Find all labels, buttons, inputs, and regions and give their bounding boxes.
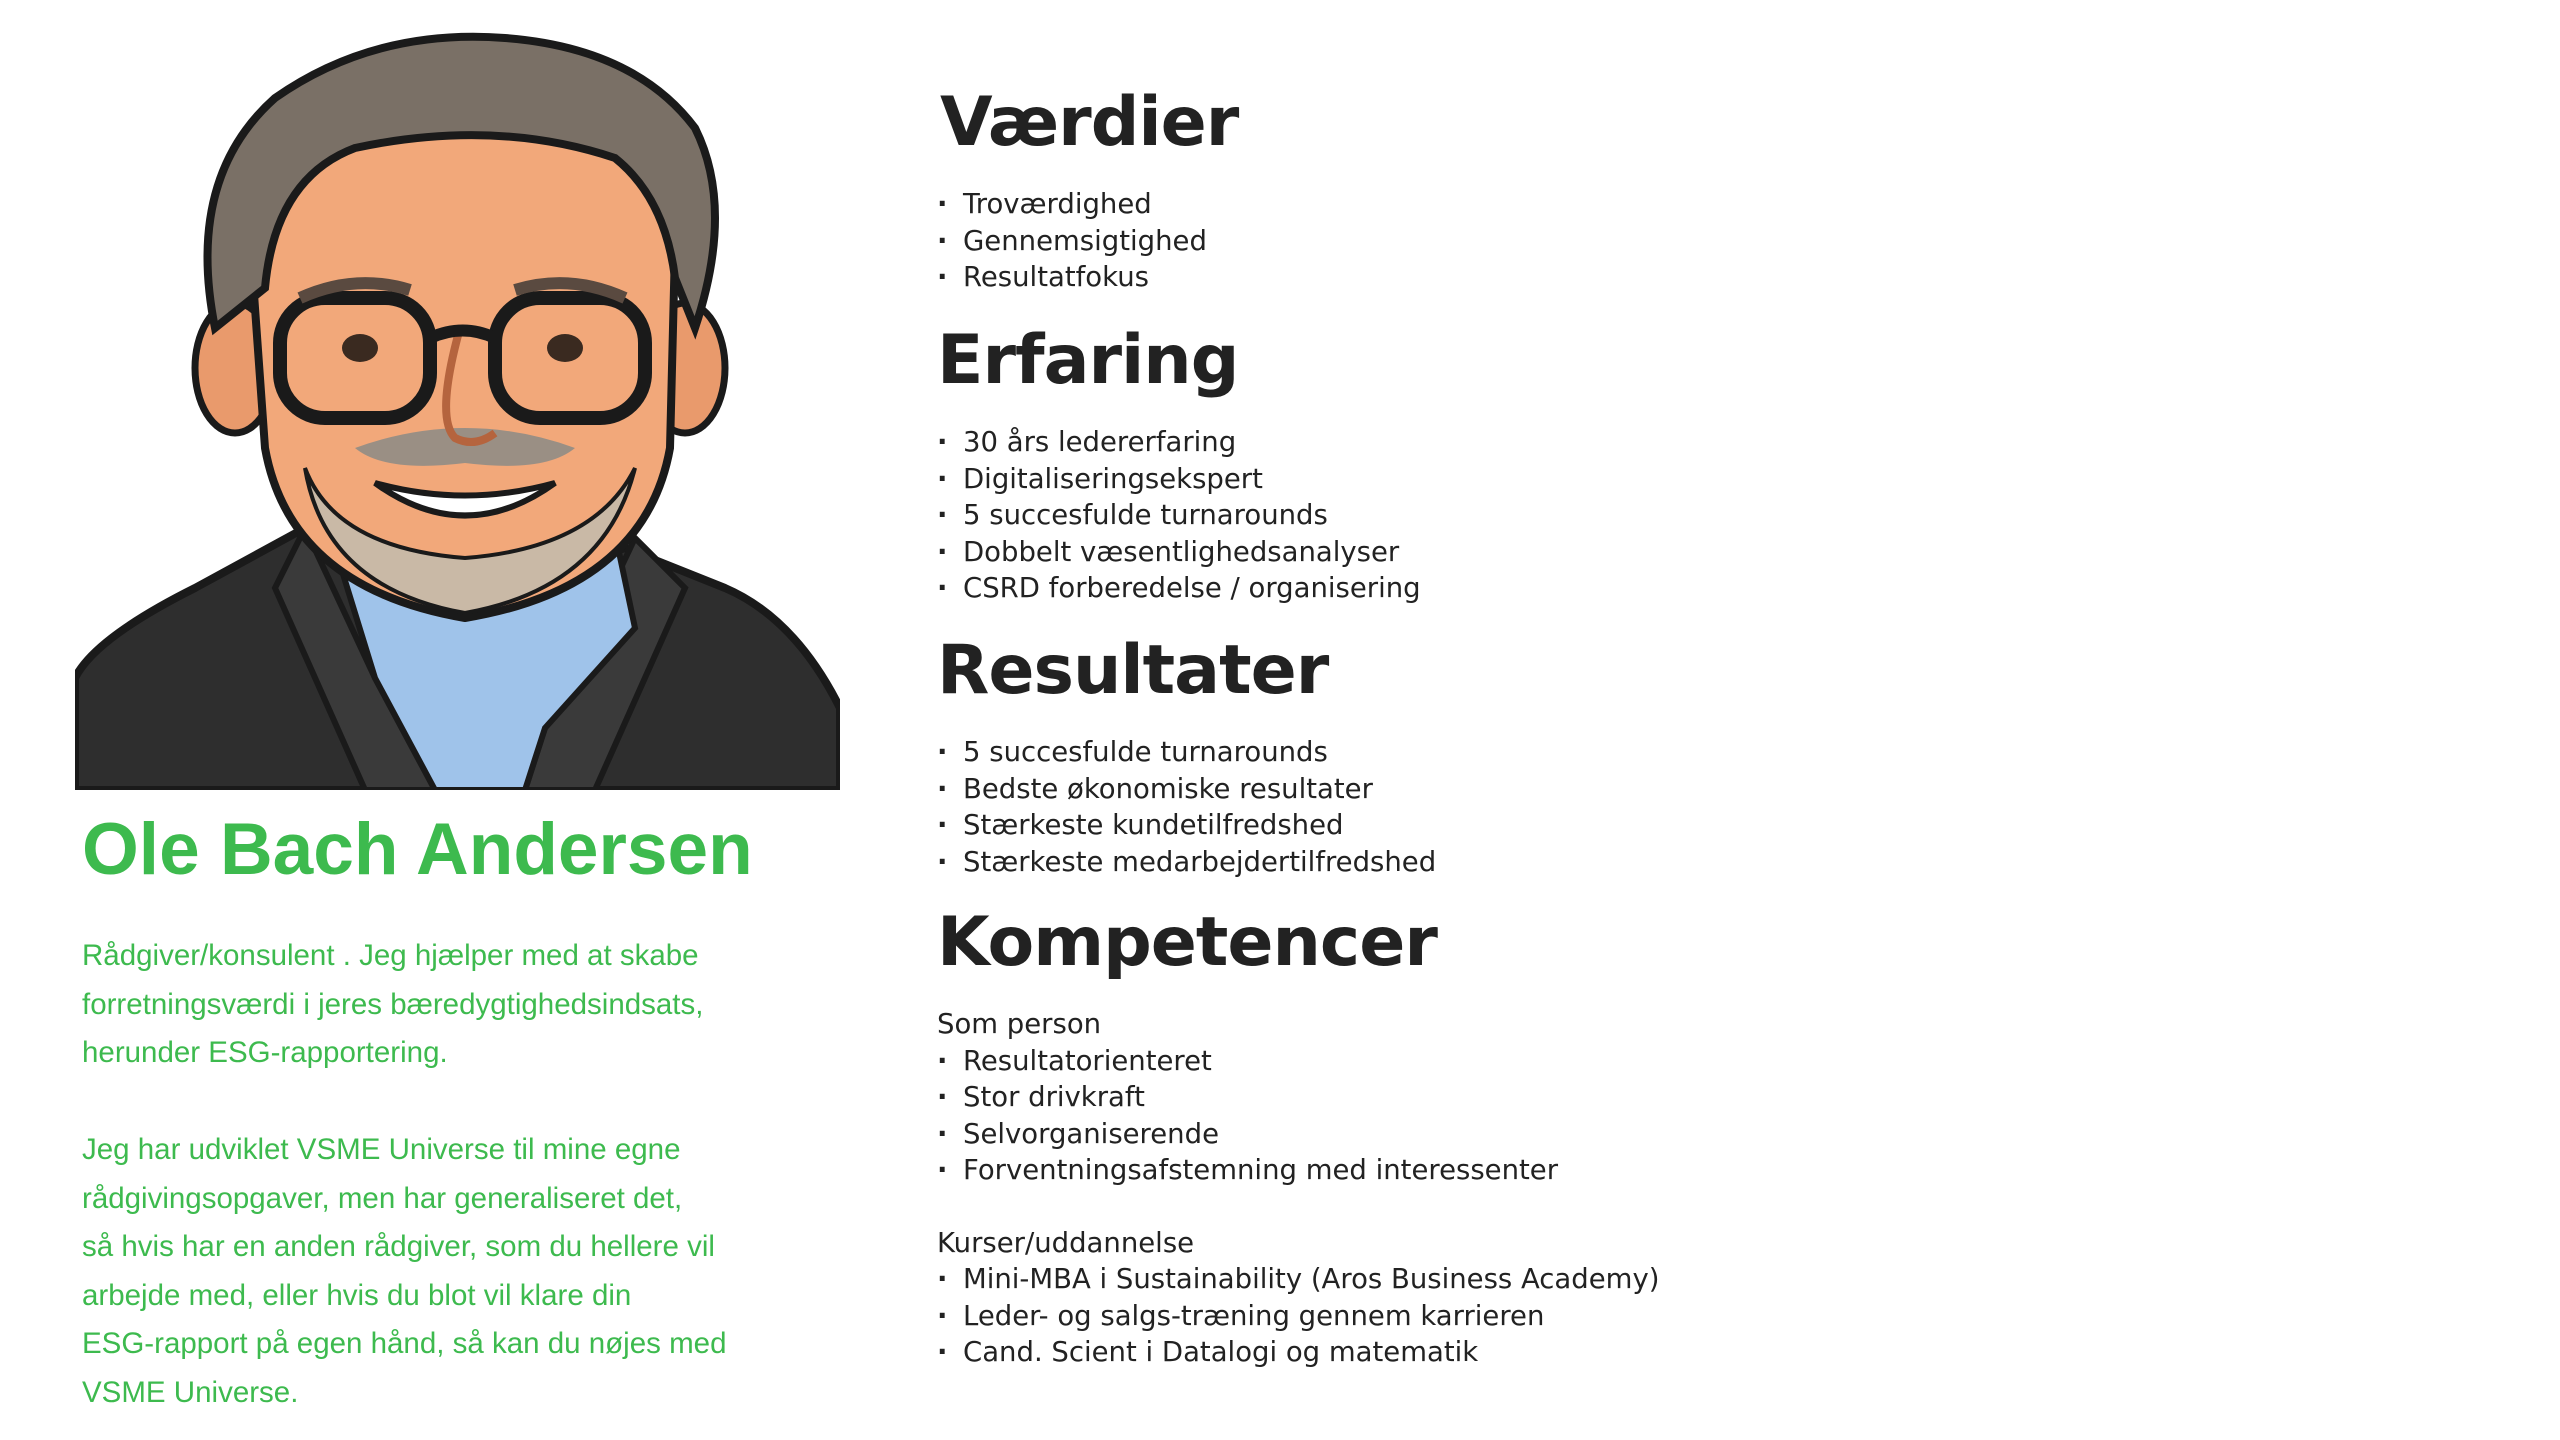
bio-line: ESG-rapport på egen hånd, så kan du nøjes med xyxy=(82,1327,727,1361)
bio-line: herunder ESG-rapportering. xyxy=(82,1036,448,1070)
courses-list xyxy=(937,1261,1659,1371)
competences-section xyxy=(937,898,1659,1371)
experience-list xyxy=(937,424,1421,607)
values-section xyxy=(937,78,1238,296)
list-item: · CSRD forberedelse / organisering xyxy=(937,570,1421,607)
courses-block xyxy=(937,1225,1659,1371)
person-name: Ole Bach Andersen xyxy=(82,809,753,890)
bio-line: Jeg har udviklet VSME Universe til mine egne xyxy=(82,1133,681,1166)
profile-portrait xyxy=(75,28,840,790)
list-item: · Dobbelt væsentlighedsanalyser xyxy=(937,534,1421,571)
values-list xyxy=(937,186,1238,296)
list-item: · Resultatfokus xyxy=(937,259,1238,296)
list-item: · Stærkeste medarbejdertilfredshed xyxy=(937,844,1436,881)
cartoon-portrait-icon xyxy=(75,28,840,790)
results-section xyxy=(937,626,1436,880)
list-item: · Resultatorienteret xyxy=(937,1043,1659,1080)
experience-section xyxy=(937,316,1421,607)
results-heading: Resultater xyxy=(937,631,1329,710)
list-item: · 30 års ledererfaring xyxy=(937,424,1421,461)
bio-line: forretningsværdi i jeres bæredygtighedsindsats, xyxy=(82,987,704,1021)
bio-line: Rådgiver/konsulent . Jeg hjælper med at skabe xyxy=(82,939,699,972)
list-item: · Stærkeste kundetilfredshed xyxy=(937,807,1436,844)
results-list xyxy=(937,734,1436,880)
courses-label: Kurser/uddannelse xyxy=(937,1226,1195,1259)
list-item: · Forventningsafstemning med interessenter xyxy=(937,1152,1659,1189)
list-item: · Selvorganiserende xyxy=(937,1116,1659,1153)
list-item: · Stor drivkraft xyxy=(937,1079,1659,1116)
as-person-block xyxy=(937,1006,1659,1189)
as-person-list xyxy=(937,1043,1659,1189)
list-item: · 5 succesfulde turnarounds xyxy=(937,734,1436,771)
list-item: · Leder- og salgs-træning gennem karrieren xyxy=(937,1298,1659,1335)
bio-line: så hvis har en anden rådgiver, som du hellere vil xyxy=(82,1230,715,1264)
bio-paragraph-2 xyxy=(82,1126,782,1418)
bio-line: arbejde med, eller hvis du blot vil klare din xyxy=(82,1278,632,1312)
list-item: · Bedste økonomiske resultater xyxy=(937,771,1436,808)
list-item: · Troværdighed xyxy=(937,186,1238,223)
list-item: · Cand. Scient i Datalogi og matematik xyxy=(937,1334,1659,1371)
bio-paragraph-1 xyxy=(82,932,782,1078)
competences-heading: Kompetencer xyxy=(937,903,1437,982)
bio-line: rådgivingsopgaver, men har generaliseret det, xyxy=(82,1181,683,1215)
experience-heading: Erfaring xyxy=(937,321,1239,400)
list-item: · Mini-MBA i Sustainability (Aros Business Academy) xyxy=(937,1261,1659,1298)
bio-line: VSME Universe. xyxy=(82,1375,299,1409)
values-heading: Værdier xyxy=(940,83,1239,162)
list-item: · Digitaliseringsekspert xyxy=(937,461,1421,498)
as-person-label: Som person xyxy=(937,1008,1102,1040)
list-item: · 5 succesfulde turnarounds xyxy=(937,497,1421,534)
list-item: · Gennemsigtighed xyxy=(937,223,1238,260)
